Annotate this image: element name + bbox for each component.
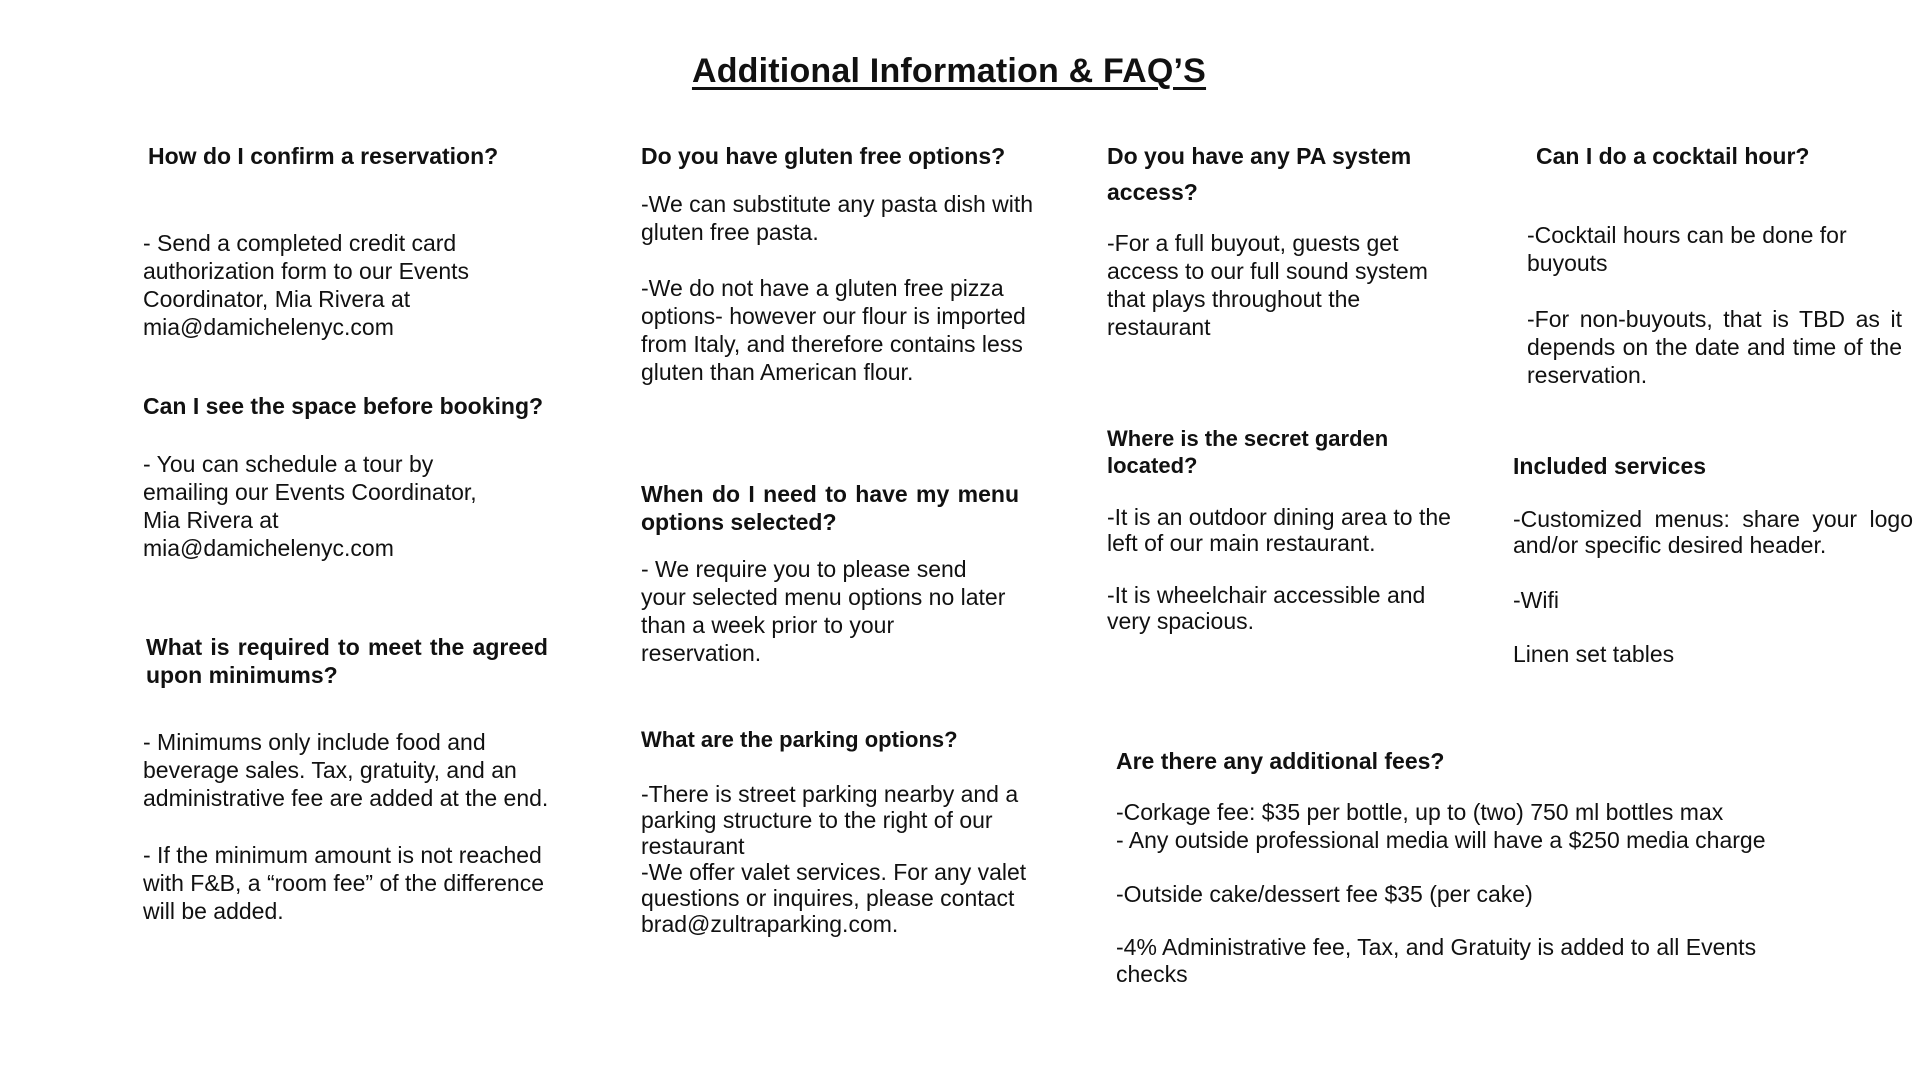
faq-answer-confirm-reservation: - Send a completed credit card authorization form to our Events Coordinator, Mia Rivera at mia@damichelenyc.com (143, 230, 469, 340)
faq-question-parking: What are the parking options? (641, 727, 958, 752)
faq-question-additional-fees: Are there any additional fees? (1116, 748, 1445, 774)
faq-question-cocktail-hour: Can I do a cocktail hour? (1536, 143, 1810, 169)
service-customized-menus: -Customized menus: share your logo and/or specific desired header. (1513, 506, 1913, 558)
faq-answer-parking: -There is street parking nearby and a parking structure to the right of our restaurant -We offer valet services. For any valet questions or inquires, please contact brad@zultraparking.com. (641, 781, 1027, 937)
faq-answer-gluten-pasta: -We can substitute any pasta dish with gluten free pasta. (641, 191, 1034, 245)
fee-cake: -Outside cake/dessert fee $35 (per cake) (1116, 881, 1533, 907)
fee-administrative: -4% Administrative fee, Tax, and Gratuity is added to all Events checks (1116, 934, 1757, 987)
section-included-services: Included services (1513, 453, 1707, 479)
faq-question-confirm-reservation: How do I confirm a reservation? (148, 143, 499, 169)
page-title: Additional Information & FAQ’S (691, 52, 1207, 90)
service-linen-tables: Linen set tables (1513, 641, 1675, 667)
faq-answer-minimums: - Minimums only include food and beverage sales. Tax, gratuity, and an administrative fee are added at the end. (143, 729, 549, 811)
faq-question-menu-deadline: When do I need to have my menu options selected? (641, 481, 1019, 535)
faq-answer-cocktail-non-buyouts: -For non-buyouts, that is TBD as it depends on the date and time of the reservation. (1527, 306, 1902, 388)
faq-question-gluten-free: Do you have gluten free options? (641, 143, 1006, 169)
faq-answer-see-space: - You can schedule a tour by emailing our Events Coordinator, Mia Rivera at mia@damichelenyc.com (143, 451, 477, 561)
faq-question-minimums: What is required to meet the agreed upon minimums? (146, 634, 548, 688)
faq-answer-room-fee: - If the minimum amount is not reached with F&B, a “room fee” of the difference will be added. (143, 842, 544, 924)
faq-question-see-space: Can I see the space before booking? (143, 393, 544, 419)
faq-answer-pa-system: -For a full buyout, guests get access to our full sound system that plays throughout the restaurant (1107, 230, 1428, 340)
faq-answer-garden-accessible: -It is wheelchair accessible and very spacious. (1107, 582, 1426, 634)
faq-answer-garden-location: -It is an outdoor dining area to the left of our main restaurant. (1107, 504, 1451, 556)
fee-corkage-media: -Corkage fee: $35 per bottle, up to (two) 750 ml bottles max - Any outside professional media will have a $250 media charge (1116, 799, 1766, 853)
faq-answer-cocktail-buyouts: -Cocktail hours can be done for buyouts (1527, 222, 1847, 276)
service-wifi: -Wifi (1513, 587, 1559, 613)
faq-answer-menu-deadline: - We require you to please send your selected menu options no later than a week prior to your reservation. (641, 556, 1006, 666)
faq-question-secret-garden: Where is the secret garden located? (1107, 426, 1389, 478)
faq-question-pa-system: Do you have any PA system access? (1107, 143, 1412, 205)
faq-answer-gluten-pizza: -We do not have a gluten free pizza options- however our flour is imported from Italy, and therefore contains less gluten than American flour. (641, 275, 1026, 385)
